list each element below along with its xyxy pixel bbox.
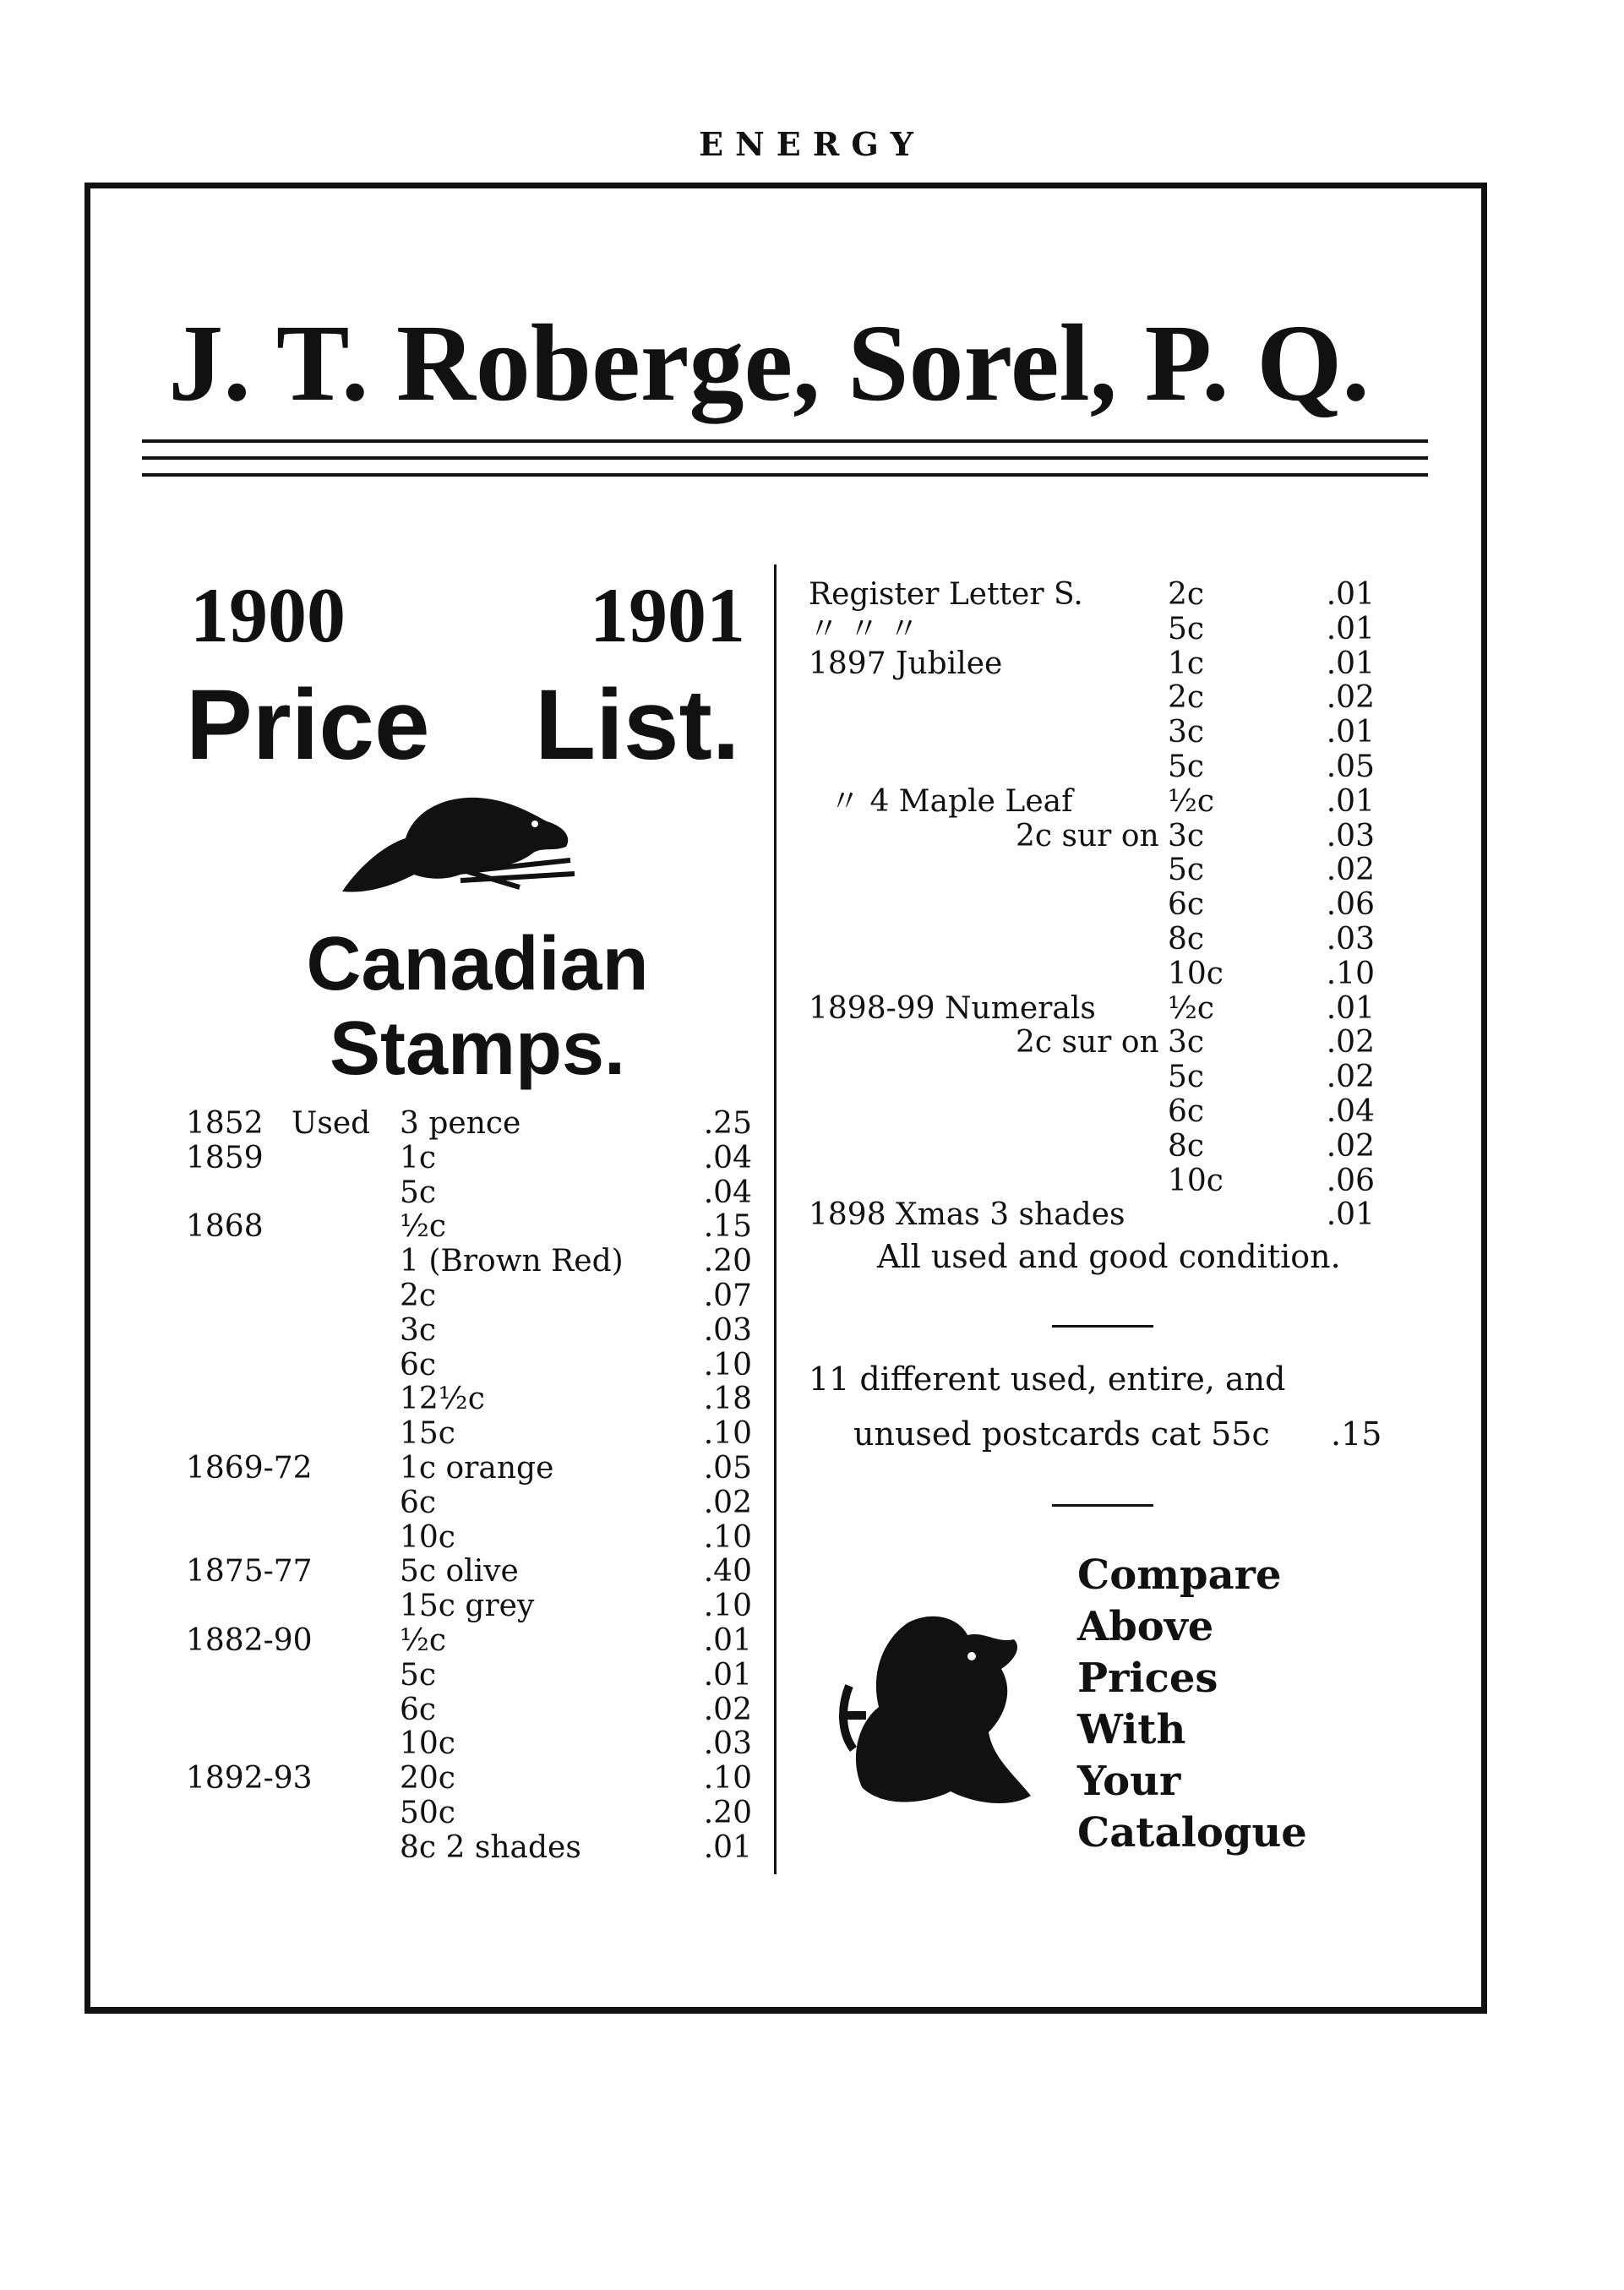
row-label: 2c sur on bbox=[1016, 1025, 1159, 1060]
right-row bbox=[809, 1198, 1383, 1232]
frame-left bbox=[84, 183, 90, 2014]
left-row bbox=[186, 1210, 760, 1244]
right-row bbox=[809, 681, 1383, 715]
row-price: .10 bbox=[703, 1519, 752, 1555]
row-price: .20 bbox=[703, 1244, 752, 1279]
right-row bbox=[809, 923, 1383, 957]
row-price: .02 bbox=[1326, 853, 1375, 888]
left-row bbox=[186, 1693, 760, 1727]
postcards-line-2: unused postcards cat 55c bbox=[853, 1415, 1270, 1453]
right-row bbox=[809, 888, 1383, 922]
row-price: .01 bbox=[703, 1657, 752, 1693]
row-denomination: 15c bbox=[400, 1416, 455, 1452]
row-price: .06 bbox=[1326, 1163, 1375, 1198]
row-label: 2c sur on bbox=[1016, 818, 1159, 853]
row-denomination: 6c bbox=[400, 1347, 437, 1382]
row-denomination: 1c bbox=[400, 1140, 437, 1175]
row-label: 〃 〃 〃 bbox=[809, 611, 919, 646]
left-row bbox=[186, 1521, 760, 1555]
left-row bbox=[186, 1762, 760, 1796]
row-denomination: ½c bbox=[1168, 783, 1215, 819]
row-price: .03 bbox=[703, 1312, 752, 1348]
row-denomination: 1c bbox=[1168, 646, 1205, 681]
row-denomination: 12½c bbox=[400, 1382, 485, 1417]
left-row bbox=[186, 1245, 760, 1279]
row-label: 1898-99 Numerals bbox=[809, 990, 1096, 1026]
right-row bbox=[809, 647, 1383, 681]
compare-word: Catalogue bbox=[1077, 1809, 1307, 1857]
compare-word: Above bbox=[1077, 1603, 1214, 1650]
row-denomination: 20c bbox=[400, 1761, 455, 1797]
compare-word: Your bbox=[1077, 1758, 1181, 1805]
right-row bbox=[809, 853, 1383, 887]
left-row bbox=[186, 1142, 760, 1175]
row-denomination: 1c orange bbox=[400, 1451, 554, 1486]
right-row bbox=[809, 578, 1383, 612]
left-row bbox=[186, 1659, 760, 1693]
postcards-line-1: 11 different used, entire, and bbox=[809, 1360, 1286, 1398]
left-row bbox=[186, 1417, 760, 1451]
right-row bbox=[809, 716, 1383, 750]
row-denomination: 5c olive bbox=[400, 1554, 519, 1589]
row-price: .10 bbox=[703, 1347, 752, 1382]
row-price: .18 bbox=[703, 1382, 752, 1417]
row-year: 1852 bbox=[186, 1106, 264, 1141]
row-year: 1875-77 bbox=[186, 1554, 313, 1589]
row-price: .02 bbox=[1326, 1128, 1375, 1164]
row-price: .02 bbox=[703, 1485, 752, 1520]
left-row bbox=[186, 1382, 760, 1416]
row-label: 〃 4 Maple Leaf bbox=[830, 783, 1073, 819]
title-price: Price bbox=[186, 669, 430, 781]
left-row bbox=[186, 1107, 760, 1141]
row-price: .01 bbox=[1326, 1197, 1375, 1233]
row-denomination: 3 pence bbox=[400, 1106, 521, 1141]
row-price: .01 bbox=[1326, 611, 1375, 646]
row-price: .04 bbox=[703, 1175, 752, 1210]
row-denomination: 1 (Brown Red) bbox=[400, 1244, 624, 1279]
short-rule-1 bbox=[1052, 1325, 1153, 1328]
postcards-price: .15 bbox=[1331, 1415, 1382, 1453]
row-denomination: 3c bbox=[1168, 715, 1205, 750]
row-denomination: 10c bbox=[1168, 1163, 1223, 1198]
row-price: .01 bbox=[1326, 783, 1375, 819]
row-denomination: 6c bbox=[1168, 1094, 1205, 1129]
left-row bbox=[186, 1797, 760, 1830]
compare-word: With bbox=[1077, 1706, 1186, 1753]
left-row bbox=[186, 1314, 760, 1348]
row-price: .25 bbox=[703, 1106, 752, 1141]
year-end: 1901 bbox=[590, 572, 745, 658]
year-start: 1900 bbox=[190, 572, 346, 658]
row-denomination: 5c bbox=[1168, 611, 1205, 646]
row-year: 1859 bbox=[186, 1140, 264, 1175]
row-price: .05 bbox=[703, 1451, 752, 1486]
row-price: .03 bbox=[1326, 922, 1375, 957]
frame-top bbox=[84, 183, 1487, 188]
row-denomination: 5c bbox=[1168, 853, 1205, 888]
row-price: .03 bbox=[703, 1726, 752, 1762]
rule-2 bbox=[142, 456, 1428, 460]
row-price: .01 bbox=[1326, 646, 1375, 681]
row-price: .01 bbox=[1326, 990, 1375, 1026]
row-price: .04 bbox=[1326, 1094, 1375, 1129]
row-price: .10 bbox=[1326, 956, 1375, 991]
right-row bbox=[809, 613, 1383, 646]
right-row bbox=[809, 992, 1383, 1026]
column-divider bbox=[774, 564, 777, 1874]
right-row bbox=[809, 1164, 1383, 1198]
row-denomination: 5c bbox=[1168, 1060, 1205, 1095]
rule-1 bbox=[142, 439, 1428, 443]
row-price: .02 bbox=[1326, 1025, 1375, 1060]
row-denomination: 5c bbox=[1168, 750, 1205, 784]
right-row bbox=[809, 1130, 1383, 1164]
row-price: .10 bbox=[703, 1761, 752, 1797]
row-price: .01 bbox=[703, 1623, 752, 1658]
right-row bbox=[809, 785, 1383, 819]
page-header: ENERGY bbox=[699, 125, 925, 163]
row-price: .06 bbox=[1326, 887, 1375, 923]
row-price: .10 bbox=[703, 1589, 752, 1624]
left-row bbox=[186, 1555, 760, 1589]
row-label: 1898 Xmas 3 shades bbox=[809, 1197, 1125, 1233]
row-price: .10 bbox=[703, 1416, 752, 1452]
griffin-icon bbox=[832, 1606, 1052, 1813]
row-year: 1892-93 bbox=[186, 1761, 313, 1797]
row-denomination: 6c bbox=[1168, 887, 1205, 923]
right-row bbox=[809, 820, 1383, 853]
row-price: .40 bbox=[703, 1554, 752, 1589]
row-denomination: 6c bbox=[400, 1485, 437, 1520]
left-row bbox=[186, 1279, 760, 1313]
firm-name: J. T. Roberge, Sorel, P. Q. bbox=[168, 303, 1370, 424]
row-denomination: 3c bbox=[1168, 818, 1205, 853]
row-price: .02 bbox=[1326, 680, 1375, 716]
row-denomination: ½c bbox=[1168, 990, 1215, 1026]
right-row bbox=[809, 750, 1383, 784]
row-denomination: 10c bbox=[400, 1726, 455, 1762]
left-row bbox=[186, 1176, 760, 1210]
row-denomination: 3c bbox=[400, 1312, 437, 1348]
right-row bbox=[809, 1026, 1383, 1060]
row-denomination: 2c bbox=[1168, 577, 1205, 612]
row-year: 1882-90 bbox=[186, 1623, 313, 1658]
row-price: .20 bbox=[703, 1796, 752, 1830]
frame-bottom bbox=[84, 2007, 1487, 2014]
row-denomination: 10c bbox=[1168, 956, 1223, 991]
left-row bbox=[186, 1452, 760, 1486]
row-denomination: 5c bbox=[400, 1657, 437, 1693]
condition-note: All used and good condition. bbox=[877, 1238, 1341, 1275]
left-row bbox=[186, 1349, 760, 1382]
row-note: Used bbox=[292, 1106, 371, 1141]
row-denomination: 15c grey bbox=[400, 1589, 535, 1624]
row-denomination: 2c bbox=[1168, 680, 1205, 716]
row-denomination: 3c bbox=[1168, 1025, 1205, 1060]
right-row bbox=[809, 957, 1383, 991]
row-price: .01 bbox=[1326, 715, 1375, 750]
row-denomination: 5c bbox=[400, 1175, 437, 1210]
row-price: .02 bbox=[703, 1692, 752, 1727]
row-denomination: ½c bbox=[400, 1623, 447, 1658]
row-price: .04 bbox=[703, 1140, 752, 1175]
row-year: 1869-72 bbox=[186, 1451, 313, 1486]
left-row bbox=[186, 1831, 760, 1865]
subtitle-line-2: Stamps. bbox=[329, 1006, 626, 1091]
left-row bbox=[186, 1589, 760, 1623]
compare-word: Compare bbox=[1077, 1551, 1282, 1599]
right-row bbox=[809, 1095, 1383, 1129]
beaver-icon bbox=[325, 786, 579, 904]
row-price: .15 bbox=[703, 1209, 752, 1245]
row-year: 1868 bbox=[186, 1209, 264, 1245]
compare-word: Prices bbox=[1077, 1655, 1218, 1702]
row-denomination: 10c bbox=[400, 1519, 455, 1555]
row-denomination: 2c bbox=[400, 1279, 437, 1313]
row-denomination: 8c bbox=[1168, 922, 1205, 957]
left-row bbox=[186, 1486, 760, 1520]
row-denomination: 6c bbox=[400, 1692, 437, 1727]
row-price: .01 bbox=[1326, 577, 1375, 612]
row-price: .05 bbox=[1326, 750, 1375, 784]
row-label: Register Letter S. bbox=[809, 577, 1083, 612]
row-denomination: ½c bbox=[400, 1209, 447, 1245]
row-price: .02 bbox=[1326, 1060, 1375, 1095]
row-denomination: 50c bbox=[400, 1796, 455, 1830]
title-list: List. bbox=[535, 669, 740, 781]
frame-right bbox=[1481, 183, 1487, 2014]
rule-3 bbox=[142, 473, 1428, 477]
short-rule-2 bbox=[1052, 1504, 1153, 1507]
right-row bbox=[809, 1060, 1383, 1094]
row-label: 1897 Jubilee bbox=[809, 646, 1003, 681]
row-price: .01 bbox=[703, 1829, 752, 1865]
row-denomination: 8c 2 shades bbox=[400, 1829, 581, 1865]
left-row bbox=[186, 1727, 760, 1761]
left-row bbox=[186, 1624, 760, 1658]
subtitle-line-1: Canadian bbox=[306, 922, 649, 1006]
row-price: .03 bbox=[1326, 818, 1375, 853]
row-denomination: 8c bbox=[1168, 1128, 1205, 1164]
row-price: .07 bbox=[703, 1279, 752, 1313]
